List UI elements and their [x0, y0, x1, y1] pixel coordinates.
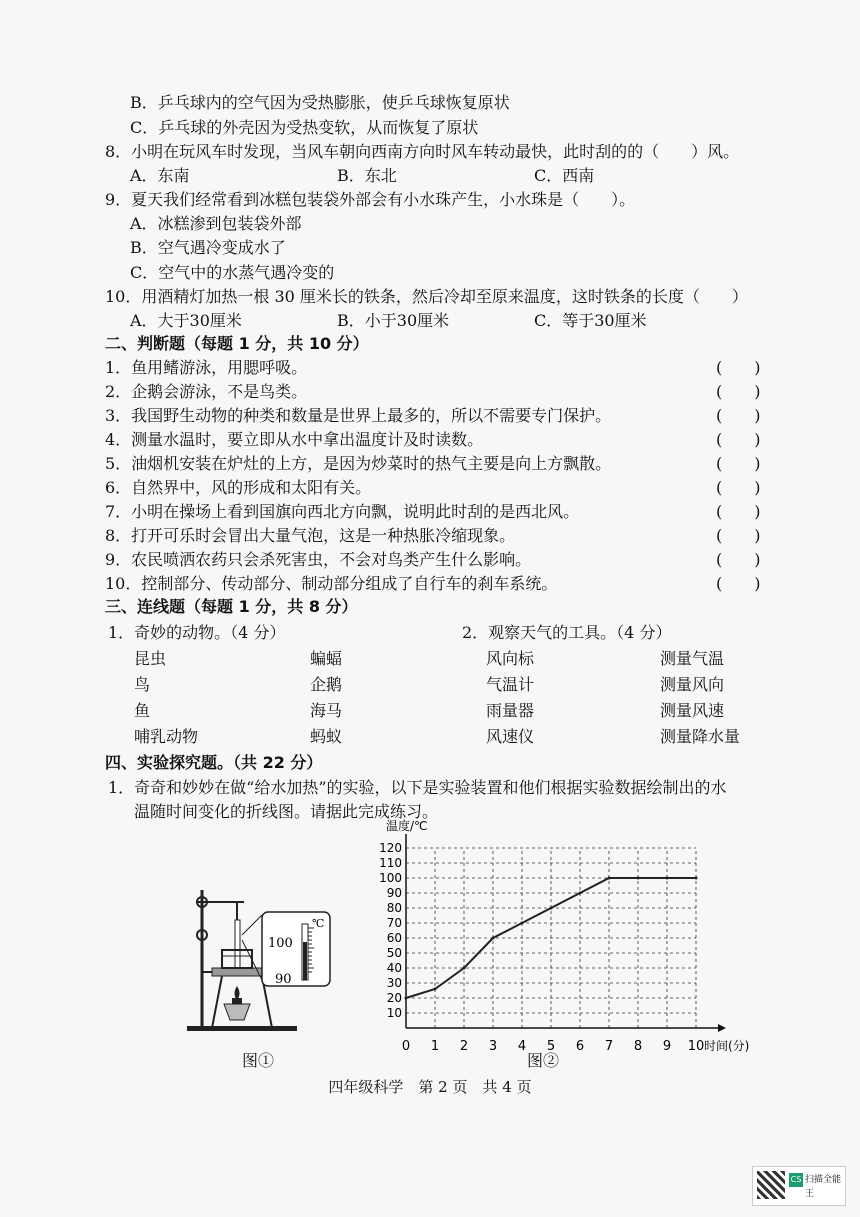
- q9-option-a: A．冰糕渗到包装袋外部: [130, 214, 302, 233]
- y-tick-label: 30: [386, 976, 402, 990]
- match-left-item[interactable]: 鸟: [134, 675, 151, 694]
- judge-item: 8．打开可乐时会冒出大量气泡，这是一种热胀冷缩现象。: [105, 526, 516, 545]
- judge-item: 4．测量水温时，要立即从水中拿出温度计及时读数。: [105, 430, 484, 449]
- match-heading: 三、连线题（每题 1 分，共 8 分）: [105, 597, 358, 616]
- q10-stem: 10．用酒精灯加热一根 30 厘米长的铁条，然后冷却至原来温度，这时铁条的长度（ ）: [105, 287, 748, 306]
- judge-item: 9．农民喷洒农药只会杀死害虫，不会对鸟类产生什么影响。: [105, 550, 532, 569]
- judge-item: 7．小明在操场上看到国旗向西北方向飘，说明此时刮的是西北风。: [105, 502, 580, 521]
- match-right-item[interactable]: 测量降水量: [660, 727, 741, 746]
- q9-option-c: C．空气中的水蒸气遇冷变的: [130, 263, 335, 282]
- match-right-item[interactable]: 蚂蚁: [310, 727, 343, 746]
- judge-heading: 二、判断题（每题 1 分，共 10 分）: [105, 334, 369, 353]
- match-q2: 2．观察天气的工具。（4 分）: [462, 623, 672, 642]
- answer-blank[interactable]: ( ): [716, 406, 761, 425]
- y-tick-label: 80: [386, 901, 402, 915]
- x-tick-label: 7: [604, 1039, 614, 1054]
- match-right-item[interactable]: 测量气温: [660, 649, 725, 668]
- data-point: [434, 988, 437, 991]
- y-tick-label: 100: [379, 871, 402, 885]
- answer-blank[interactable]: ( ): [716, 574, 761, 593]
- q7-option-c: C．乒乓球的外壳因为受热变软，从而恢复了原状: [130, 118, 479, 137]
- match-right-item[interactable]: 海马: [310, 701, 343, 720]
- x-tick-label: 9: [662, 1039, 672, 1054]
- judge-item: 6．自然界中，风的形成和太阳有关。: [105, 478, 372, 497]
- q10-option-c: C．等于30厘米: [534, 311, 647, 330]
- data-point: [608, 877, 611, 880]
- q8-option-c: C．西南: [534, 166, 595, 185]
- figure-1-caption: 图①: [242, 1051, 275, 1070]
- judge-item: 2．企鹅会游泳，不是鸟类。: [105, 382, 308, 401]
- data-point: [637, 877, 640, 880]
- answer-blank[interactable]: ( ): [716, 430, 761, 449]
- match-right-item[interactable]: 测量风速: [660, 701, 725, 720]
- answer-blank[interactable]: ( ): [716, 382, 761, 401]
- data-point: [666, 877, 669, 880]
- y-tick-label: 20: [386, 991, 402, 1005]
- thermometer-90-label: 90: [275, 972, 292, 987]
- x-tick-label: 4: [517, 1039, 527, 1054]
- match-left-item[interactable]: 昆虫: [134, 649, 167, 668]
- q10-option-a: A．大于30厘米: [130, 311, 242, 330]
- answer-blank[interactable]: ( ): [716, 454, 761, 473]
- q9-stem: 9．夏天我们经常看到冰糕包装袋外部会有小水珠产生，小水珠是（ ）。: [105, 190, 636, 209]
- answer-blank[interactable]: ( ): [716, 502, 761, 521]
- match-left-item[interactable]: 雨量器: [486, 701, 535, 720]
- data-point: [492, 937, 495, 940]
- match-left-item[interactable]: 风速仪: [486, 727, 535, 746]
- q8-option-b: B．东北: [337, 166, 397, 185]
- answer-blank[interactable]: ( ): [716, 358, 761, 377]
- data-point: [695, 877, 698, 880]
- y-tick-label: 50: [386, 946, 402, 960]
- match-right-item[interactable]: 蝙蝠: [310, 649, 343, 668]
- match-left-item[interactable]: 鱼: [134, 701, 151, 720]
- data-point: [463, 967, 466, 970]
- x-tick-label: 0: [401, 1039, 411, 1054]
- y-tick-label: 10: [386, 1006, 402, 1020]
- y-tick-label: 40: [386, 961, 402, 975]
- answer-blank[interactable]: ( ): [716, 526, 761, 545]
- data-point: [550, 907, 553, 910]
- y-tick-label: 70: [386, 916, 402, 930]
- explore-q1-line1: 1．奇奇和妙妙在做“给水加热”的实验，以下是实验装置和他们根据实验数据绘制出的水: [108, 778, 727, 797]
- x-tick-label: 5: [546, 1039, 556, 1054]
- answer-blank[interactable]: ( ): [716, 550, 761, 569]
- q7-option-b: B．乒乓球内的空气因为受热膨胀，使乒乓球恢复原状: [130, 93, 510, 112]
- page-footer: 四年级科学 第 2 页 共 4 页: [328, 1078, 532, 1096]
- match-right-item[interactable]: 企鹅: [310, 675, 343, 694]
- judge-item: 10．控制部分、传动部分、制动部分组成了自行车的刹车系统。: [105, 574, 558, 593]
- y-tick-label: 60: [386, 931, 402, 945]
- thermometer-100-label: 100: [268, 936, 293, 951]
- qr-code-icon: [757, 1171, 785, 1199]
- x-tick-label: 3: [488, 1039, 498, 1054]
- match-left-item[interactable]: 风向标: [486, 649, 535, 668]
- match-q1: 1．奇妙的动物。（4 分）: [108, 623, 286, 642]
- x-axis-label: 时间(分): [704, 1039, 750, 1053]
- x-tick-label: 2: [459, 1039, 469, 1054]
- q8-option-a: A．东南: [130, 166, 190, 185]
- data-point: [405, 997, 408, 1000]
- apparatus-figure: [182, 880, 352, 1040]
- x-tick-label: 8: [633, 1039, 643, 1054]
- scanner-logo: [752, 1166, 846, 1206]
- answer-blank[interactable]: ( ): [716, 478, 761, 497]
- scanner-logo-text: 扫描全能王: [805, 1175, 842, 1199]
- match-left-item[interactable]: 哺乳动物: [134, 727, 199, 746]
- match-right-item[interactable]: 测量风向: [660, 675, 725, 694]
- y-axis-label: 温度/℃: [386, 819, 428, 833]
- explore-q1-line2: 温随时间变化的折线图。请据此完成练习。: [134, 802, 439, 821]
- y-tick-label: 110: [379, 856, 402, 870]
- data-point: [579, 892, 582, 895]
- scanner-badge: CS: [789, 1173, 803, 1187]
- q8-stem: 8．小明在玩风车时发现，当风车朝向西南方向时风车转动最快，此时刮的的（ ）风。: [105, 142, 740, 161]
- q9-option-b: B．空气遇冷变成水了: [130, 238, 286, 257]
- thermometer-unit: ℃: [312, 917, 325, 930]
- y-tick-label: 90: [386, 886, 402, 900]
- x-tick-label: 6: [575, 1039, 585, 1054]
- temperature-line-chart: [370, 819, 750, 1060]
- match-left-item[interactable]: 气温计: [486, 675, 535, 694]
- judge-item: 3．我国野生动物的种类和数量是世界上最多的，所以不需要专门保护。: [105, 406, 612, 425]
- data-point: [521, 922, 524, 925]
- x-tick-label: 10: [687, 1039, 705, 1054]
- figure-2-caption: 图②: [527, 1051, 560, 1070]
- judge-item: 1．鱼用鳍游泳，用腮呼吸。: [105, 358, 308, 377]
- q10-option-b: B．小于30厘米: [337, 311, 450, 330]
- x-tick-label: 1: [430, 1039, 440, 1054]
- y-tick-label: 120: [379, 841, 402, 855]
- judge-item: 5．油烟机安装在炉灶的上方，是因为炒菜时的热气主要是向上方飘散。: [105, 454, 612, 473]
- explore-heading: 四、实验探究题。（共 22 分）: [105, 753, 323, 772]
- x-axis-arrow: [718, 1024, 726, 1032]
